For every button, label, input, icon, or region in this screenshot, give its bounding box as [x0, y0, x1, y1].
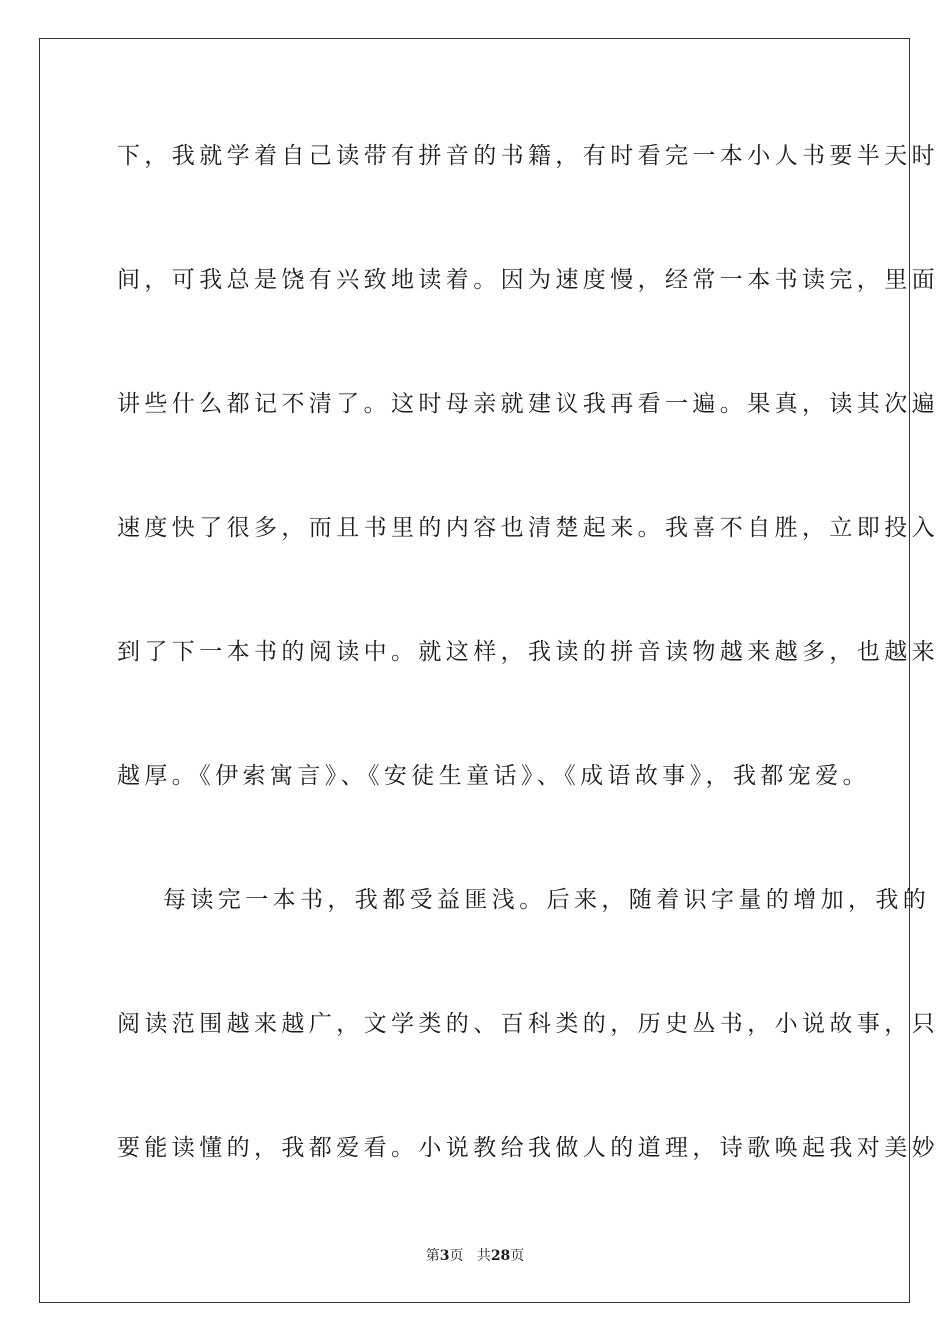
body-line-4: 速度快了很多，而且书里的内容也清楚起来。我喜不自胜，立即投入	[117, 515, 939, 541]
body-line-7-paragraph-start: 每读完一本书，我都受益匪浅。后来，随着识字量的增加，我的	[163, 887, 931, 913]
page-border	[39, 38, 939, 1303]
total-prefix: 共	[476, 1248, 491, 1264]
page-number: 3	[439, 1248, 450, 1264]
body-line-2: 间，可我总是饶有兴致地读着。因为速度慢，经常一本书读完，里面	[117, 267, 939, 293]
body-line-5: 到了下一本书的阅读中。就这样，我读的拼音读物越来越多，也越来	[117, 639, 939, 665]
total-pages: 28	[490, 1248, 511, 1264]
page-prefix: 第	[425, 1248, 440, 1264]
body-line-9: 要能读懂的，我都爱看。小说教给我做人的道理，诗歌唤起我对美妙	[117, 1135, 939, 1161]
page-footer	[0, 1247, 950, 1265]
body-line-1: 下，我就学着自己读带有拼音的书籍，有时看完一本小人书要半天时	[117, 143, 939, 169]
page-suffix: 页	[449, 1248, 464, 1264]
total-suffix: 页	[510, 1248, 525, 1264]
body-line-8: 阅读范围越来越广，文学类的、百科类的，历史丛书，小说故事，只	[117, 1011, 939, 1037]
body-line-6: 越厚。《伊索寓言》、《安徒生童话》、《成语故事》，我都宠爱。	[117, 763, 870, 789]
body-line-3: 讲些什么都记不清了。这时母亲就建议我再看一遍。果真，读其次遍	[117, 391, 939, 417]
